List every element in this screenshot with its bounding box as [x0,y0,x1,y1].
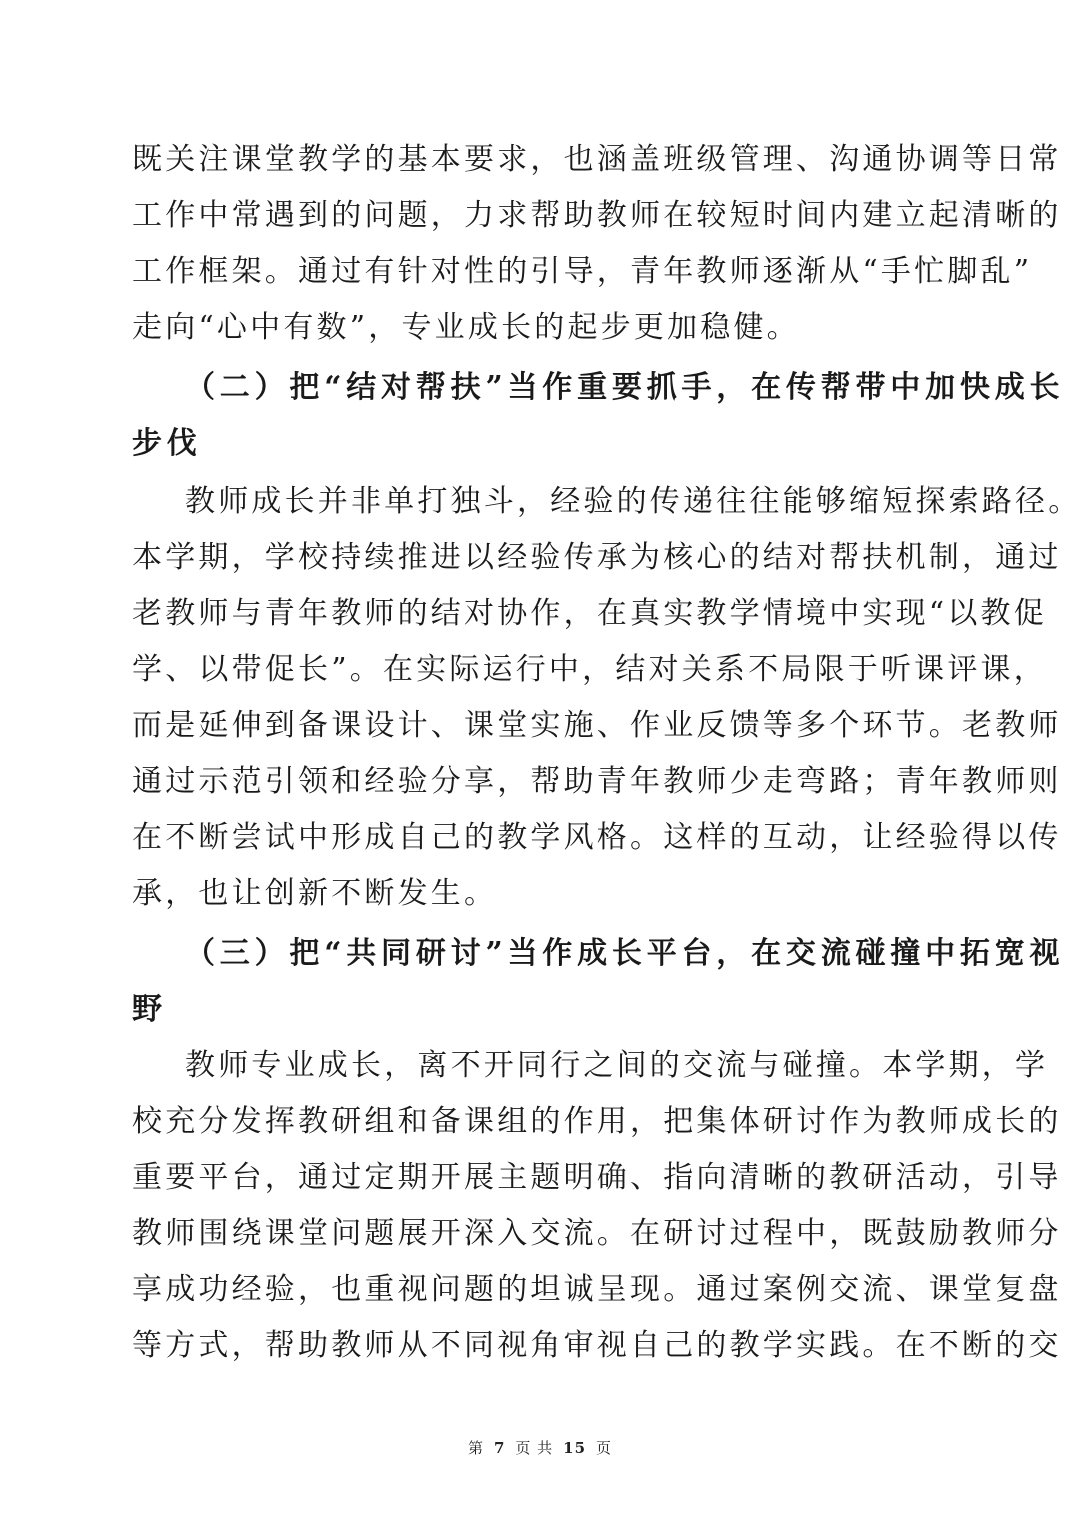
paragraph-line: 而是延伸到备课设计、课堂实施、作业反馈等多个环节。老教师 [132,708,1062,743]
paragraph-line: 工作框架。通过有针对性的引导，青年教师逐渐从“手忙脚乱” [132,254,1033,289]
section-heading-3-continued: 野 [132,992,167,1027]
section-heading-2: （二）把“结对帮扶”当作重要抓手，在传帮带中加快成长 [185,370,1065,405]
paragraph-line: 既关注课堂教学的基本要求，也涵盖班级管理、沟通协调等日常 [132,142,1062,177]
paragraph-line: 本学期，学校持续推进以经验传承为核心的结对帮扶机制，通过 [132,540,1062,575]
paragraph-line: 等方式，帮助教师从不同视角审视自己的教学实践。在不断的交 [132,1328,1062,1363]
paragraph-line: 老教师与青年教师的结对协作，在真实教学情境中实现“以教促 [132,596,1047,631]
paragraph-line: 工作中常遇到的问题，力求帮助教师在较短时间内建立起清晰的 [132,198,1062,233]
page-footer [0,1438,1080,1458]
paragraph-line: 走向“心中有数”，专业成长的起步更加稳健。 [132,310,800,345]
total-pages-number: 15 [563,1439,587,1457]
section-heading-2-continued: 步伐 [132,426,202,461]
paragraph-line: 校充分发挥教研组和备课组的作用，把集体研讨作为教师成长的 [132,1104,1062,1139]
paragraph-line: 重要平台，通过定期开展主题明确、指向清晰的教研活动，引导 [132,1160,1062,1195]
section-heading-3: （三）把“共同研讨”当作成长平台，在交流碰撞中拓宽视 [185,936,1065,971]
current-page-number: 7 [493,1439,506,1457]
paragraph-line: 享成功经验，也重视问题的坦诚呈现。通过案例交流、课堂复盘 [132,1272,1062,1307]
paragraph-line: 教师围绕课堂问题展开深入交流。在研讨过程中，既鼓励教师分 [132,1216,1062,1251]
paragraph-line: 承，也让创新不断发生。 [132,876,498,911]
paragraph-line: 教师专业成长，离不开同行之间的交流与碰撞。本学期，学 [185,1048,1049,1083]
paragraph-line: 通过示范引领和经验分享，帮助青年教师少走弯路；青年教师则 [132,764,1062,799]
paragraph-line: 学、以带促长”。在实际运行中，结对关系不局限于听课评课， [132,652,1047,687]
footer-prefix: 第 [467,1439,484,1457]
footer-middle: 页 共 [515,1439,554,1457]
footer-suffix: 页 [596,1439,613,1457]
paragraph-line: 教师成长并非单打独斗，经验的传递往往能够缩短探索路径。 [185,484,1081,519]
paragraph-line: 在不断尝试中形成自己的教学风格。这样的互动，让经验得以传 [132,820,1062,855]
